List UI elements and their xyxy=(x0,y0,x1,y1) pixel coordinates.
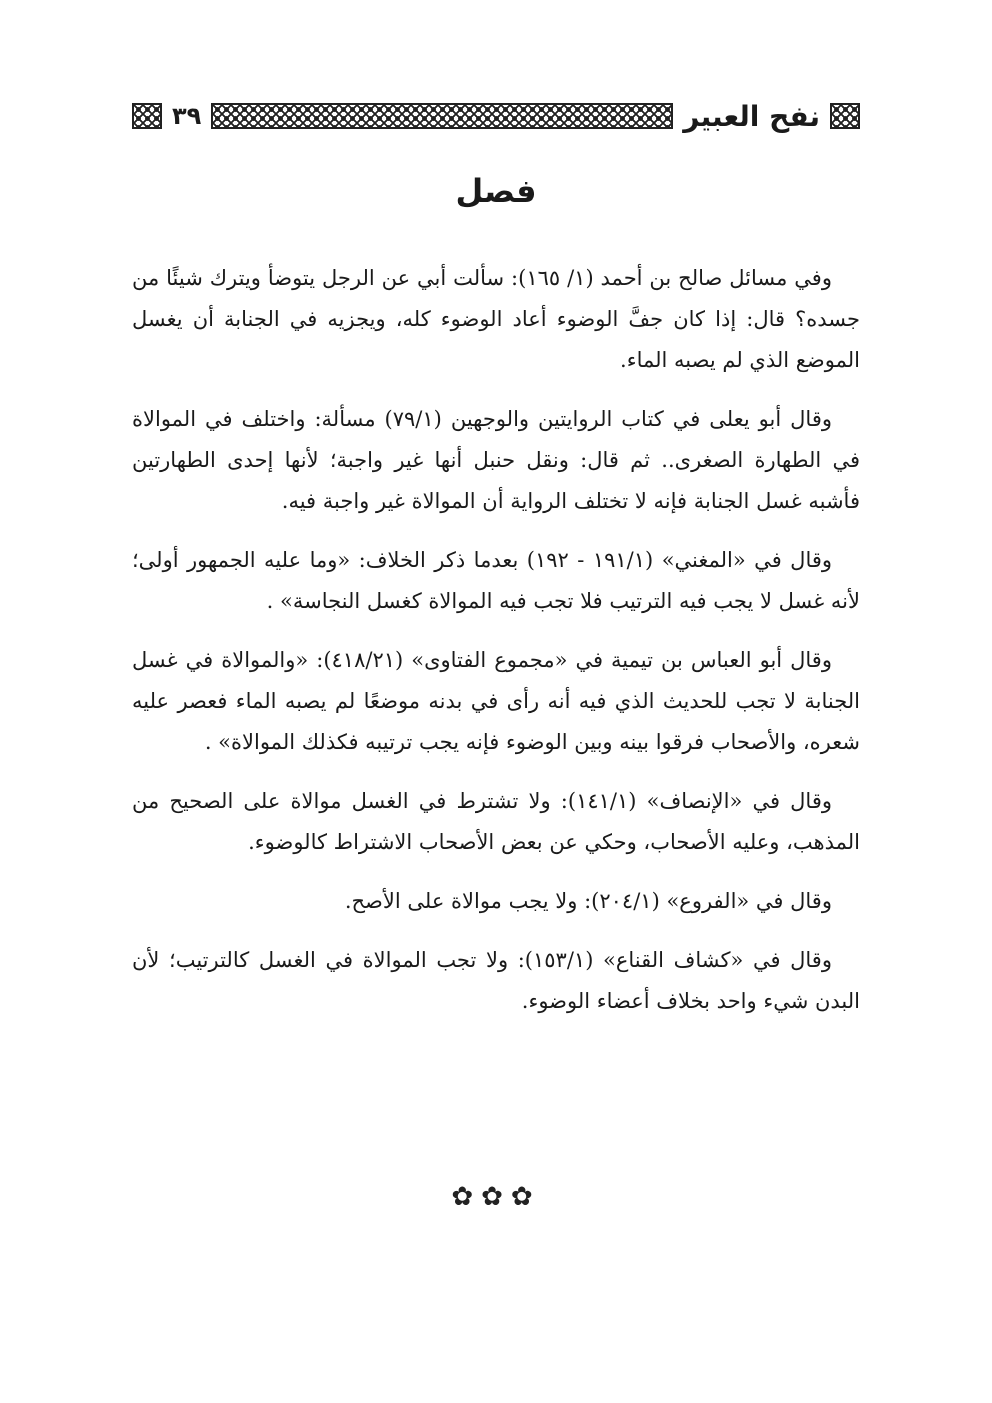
page-body xyxy=(132,258,860,1040)
paragraph: وفي مسائل صالح بن أحمد (١/ ١٦٥): سألت أبي عن الرجل يتوضأ ويترك شيئًا من جسده؟ قال: إذا كان جفَّ الوضوء أعاد الوضوء كله، ويجزيه في الجنابة أن يغسل الموضع الذي لم يصبه الماء. xyxy=(132,266,860,372)
paragraph: وقال أبو يعلى في كتاب الروايتين والوجهين (٧٩/١) مسألة: واختلف في الموالاة في الطهارة الصغرى.. ثم قال: ونقل حنبل أنها غير واجبة؛ لأنها إحدى الطهارتين فأشبه غسل الجنابة فإنه لا تختلف الرواية أن الموالاة غير واجبة فيه. xyxy=(132,407,860,513)
ornament-border-left xyxy=(132,103,162,129)
paragraph: وقال في «الفروع» (٢٠٤/١): ولا يجب موالاة على الأصح. xyxy=(344,889,832,913)
page-number: ٣٩ xyxy=(172,102,202,130)
paragraph: وقال أبو العباس بن تيمية في «مجموع الفتاوى» (٤١٨/٢١): «والموالاة في غسل الجنابة لا تجب للحديث الذي فيه أنه رأى في بدنه موضعًا لم يصبه الماء فعصر عليه شعره، والأصحاب فرقوا بينه وبين الوضوء فإنه يجب ترتيبه فكذلك الموالاة» . xyxy=(132,648,861,754)
page-header xyxy=(132,96,860,136)
ornament-border-middle xyxy=(211,103,673,129)
paragraph: وقال في «المغني» (١٩١/١ - ١٩٢) بعدما ذكر الخلاف: «وما عليه الجمهور أولى؛ لأنه غسل لا يجب فيه الترتيب فلا تجب فيه الموالاة كغسل النجاسة» . xyxy=(132,548,860,613)
paragraph: وقال في «كشاف القناع» (١٥٣/١): ولا تجب الموالاة في الغسل كالترتيب؛ لأن البدن شيء واحد بخلاف أعضاء الوضوء. xyxy=(132,948,860,1013)
section-title: فصل xyxy=(455,172,537,210)
section-end-ornament-icon: ✿✿✿ xyxy=(451,1182,541,1212)
paragraph: وقال في «الإنصاف» (١٤١/١): ولا تشترط في الغسل موالاة على الصحيح من المذهب، وعليه الأصحاب، وحكي عن بعض الأصحاب الاشتراط كالوضوء. xyxy=(132,789,860,854)
book-title: نفح العبير xyxy=(683,99,820,133)
ornament-border-right xyxy=(830,103,860,129)
